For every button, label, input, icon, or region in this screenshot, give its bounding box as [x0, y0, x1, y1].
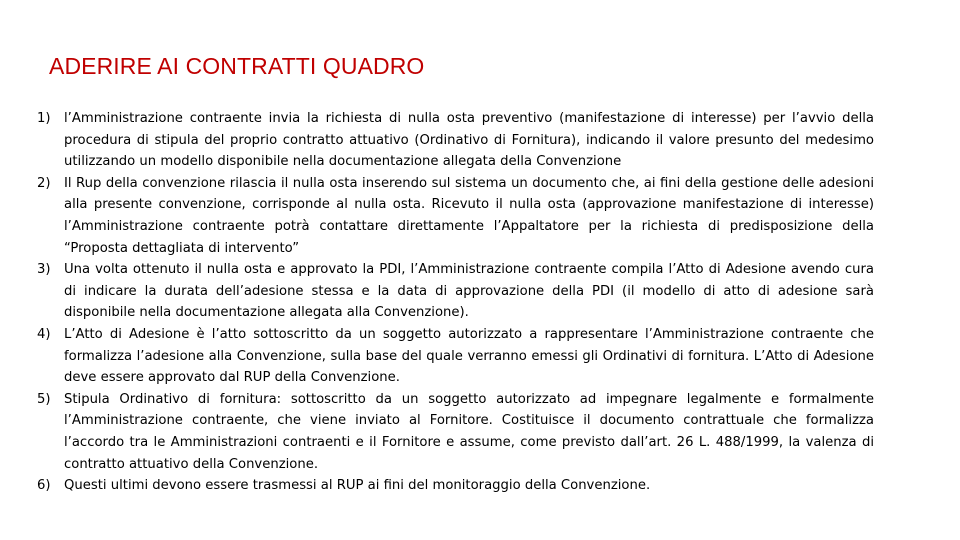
list-item-number: 4): [37, 326, 51, 342]
list-item: [37, 324, 874, 389]
slide-title: ADERIRE AI CONTRATTI QUADRO: [49, 53, 425, 79]
list-item-number: 1): [37, 111, 51, 126]
list-item-number: 6): [37, 478, 51, 494]
list-item-text: L’Atto di Adesione è l’atto sottoscritto da un soggetto autorizzato a rappresentare l’Amministrazione contraente che formalizza l’adesione alla Convenzione, sulla base del quale verranno emessi gli Ordinativi di fornitura. L’Atto di Adesione deve essere approvato dal RUP della Convenzione.: [64, 326, 874, 386]
list-item: [37, 475, 874, 497]
list-item-text: l’Amministrazione contraente invia la richiesta di nulla osta preventivo (manifestazione di interesse) per l’avvio della procedura di stipula del proprio contratto attuativo (Ordinativo di Fornitura), indicando il valore presunto del medesimo utilizzando un modello disponibile nella documentazione allegata della Convenzione: [64, 111, 874, 170]
list-item-number: 5): [37, 391, 51, 407]
procedure-steps-list: [37, 108, 874, 497]
list-item-number: 3): [37, 262, 51, 278]
list-item: [37, 173, 874, 259]
list-item-text: Il Rup della convenzione rilascia il nulla osta inserendo sul sistema un documento che, ai fini della gestione delle adesioni alla presente convenzione, corrisponde al nulla osta. Ricevuto il nulla osta (approvazione manifestazione di interesse) l’Amministrazione contraente potrà contattare direttamente l’Appaltatore per la richiesta di predisposizione della “Proposta dettagliata di intervento”: [64, 175, 874, 256]
list-item: [37, 108, 874, 173]
list-item-text: Una volta ottenuto il nulla osta e approvato la PDI, l’Amministrazione contraente compila l’Atto di Adesione avendo cura di indicare la durata dell’adesione stessa e la data di approvazione della PDI (il modello di atto di adesione sarà disponibile nella documentazione allegata alla Convenzione).: [64, 262, 874, 321]
list-item: [37, 389, 874, 475]
list-item-text: Stipula Ordinativo di fornitura: sottoscritto da un soggetto autorizzato ad impegnare legalmente e formalmente l’Amministrazione contraente, che viene inviato al Fornitore. Costituisce il documento contrattuale che formalizza l’accordo tra le Amministrazioni contraenti e il Fornitore e assume, come previsto dall’art. 26 L. 488/1999, la valenza di contratto attuativo della Convenzione.: [64, 391, 874, 472]
list-item-text: Questi ultimi devono essere trasmessi al RUP ai fini del monitoraggio della Convenzione.: [64, 478, 651, 494]
list-item: [37, 259, 874, 324]
list-item-number: 2): [37, 175, 51, 191]
